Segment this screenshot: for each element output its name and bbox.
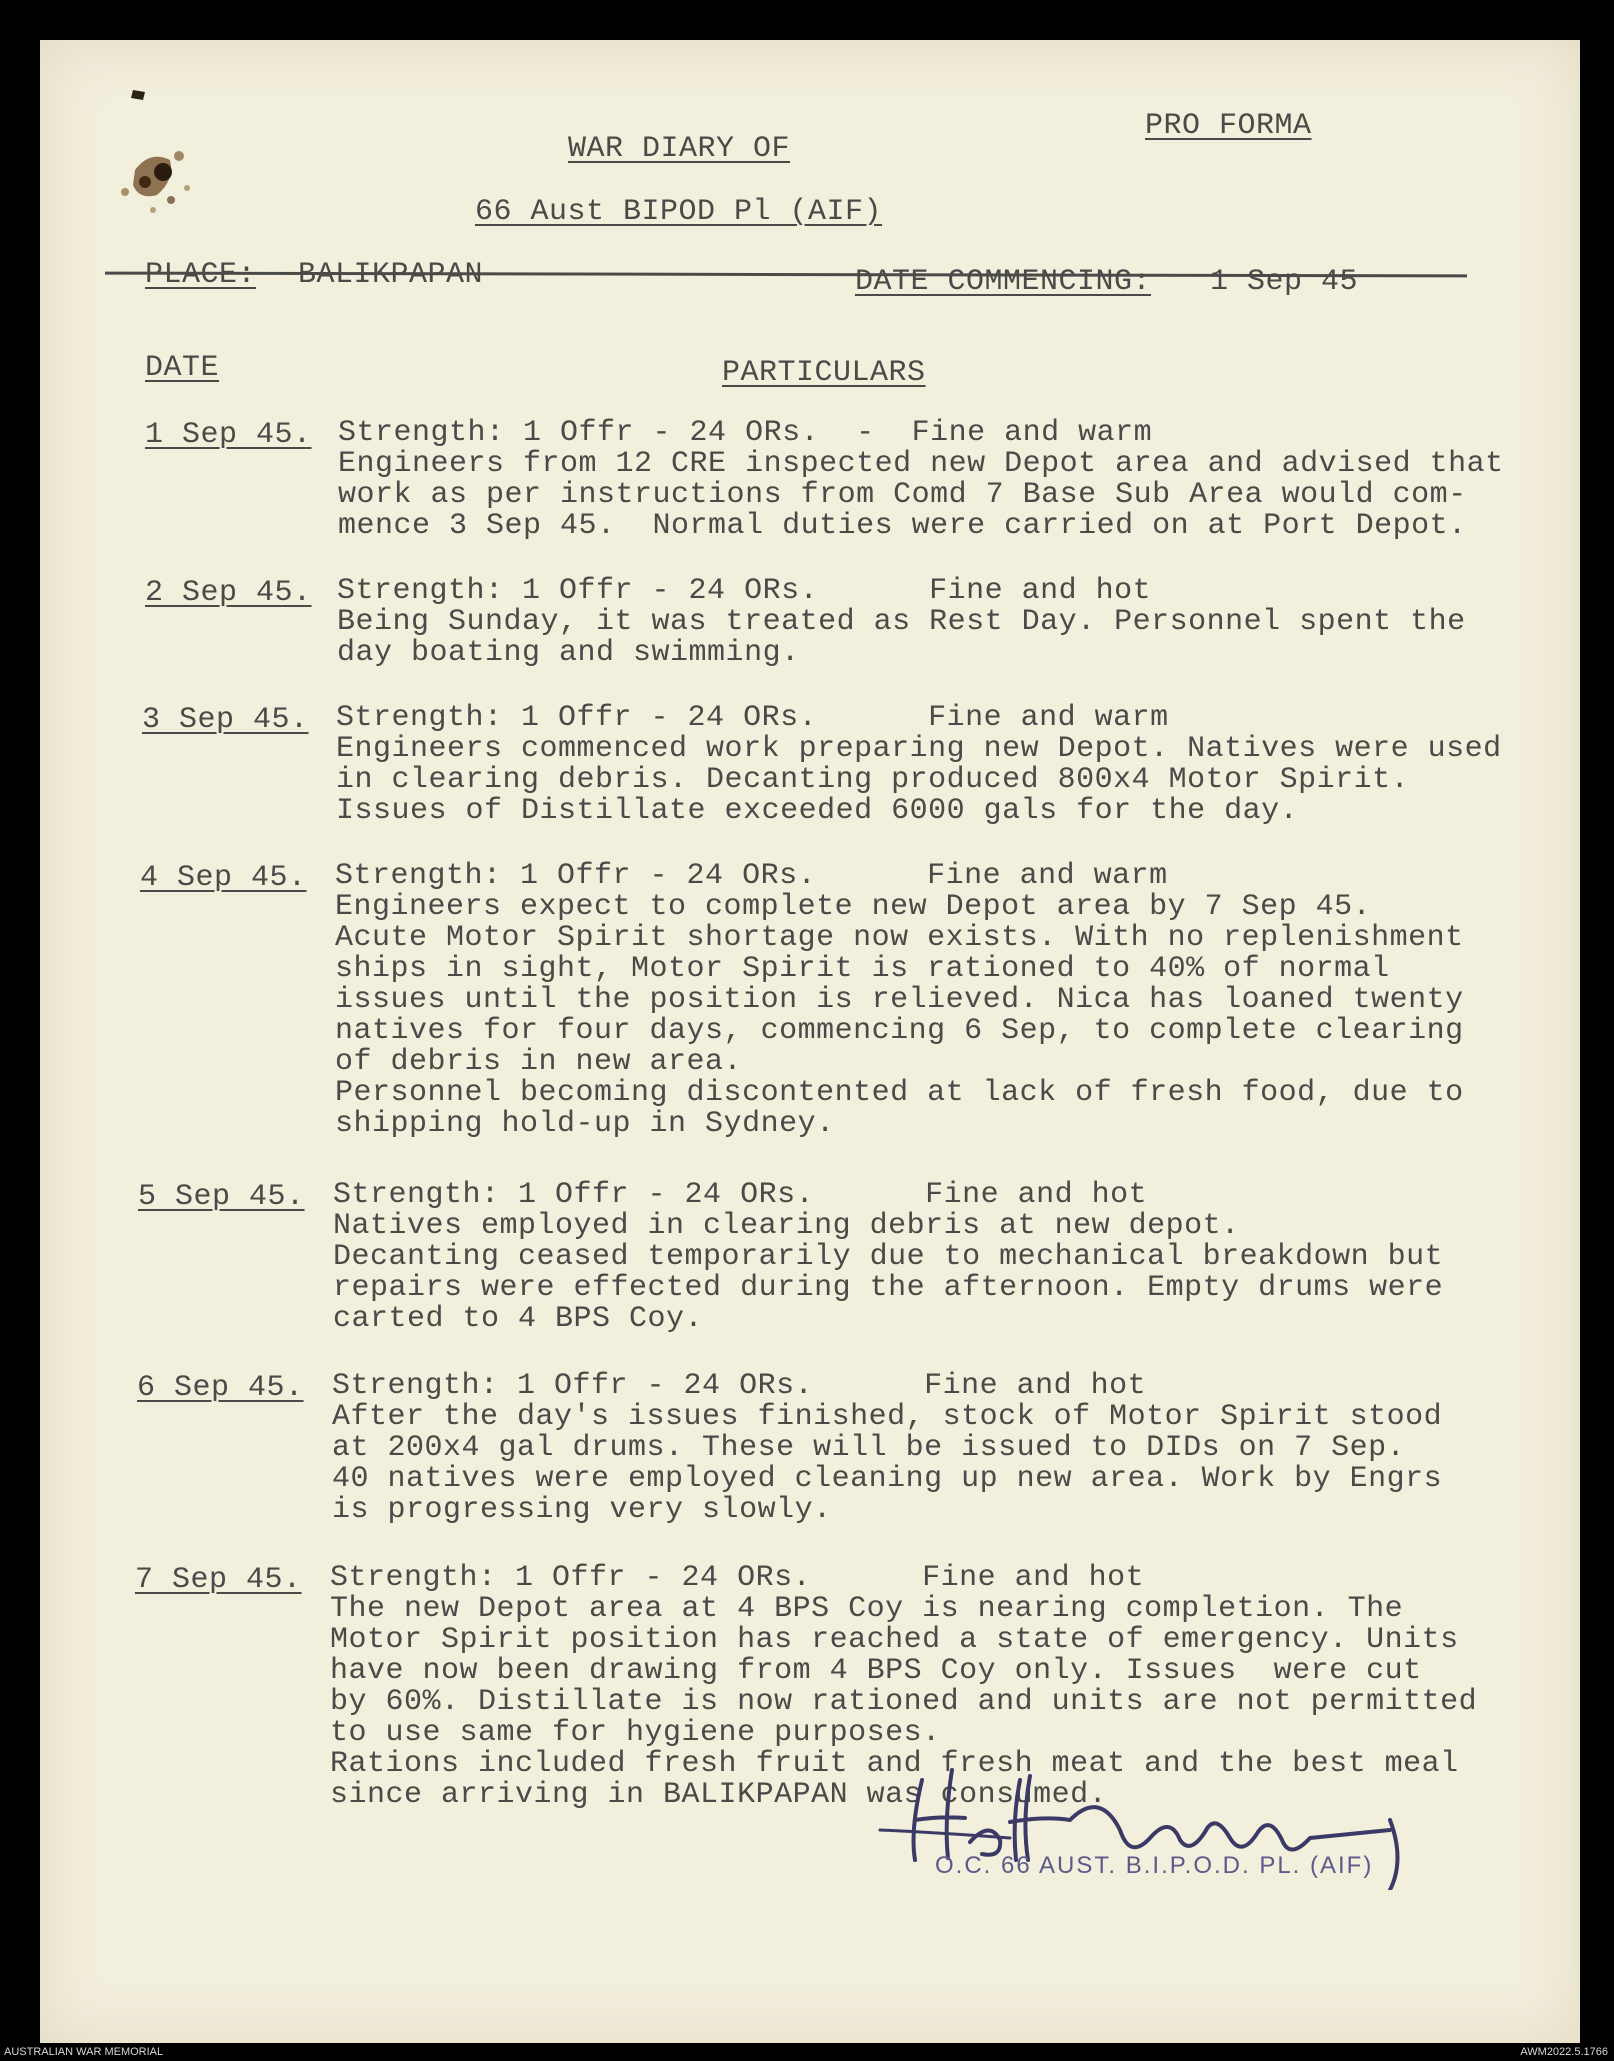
- footer-right: AWM2022.5.1766: [1520, 2046, 1608, 2058]
- entry-text-line: repairs were effected during the afternoon. Empty drums were: [333, 1271, 1444, 1305]
- entry-text-line: carted to 4 BPS Coy.: [333, 1302, 704, 1336]
- column-header-particulars: PARTICULARS: [722, 356, 926, 390]
- entry-text-line: Natives employed in clearing debris at new depot.: [333, 1209, 1240, 1243]
- entry-text-line: Issues of Distillate exceeded 6000 gals for the day.: [336, 794, 1299, 828]
- entry-date: 4 Sep 45.: [140, 861, 307, 895]
- date-commencing-value: 1 Sep 45: [1210, 265, 1359, 299]
- oc-stamp: O.C. 66 AUST. B.I.P.O.D. PL. (AIF): [935, 1852, 1374, 1879]
- entry-date: 3 Sep 45.: [142, 703, 309, 737]
- entry-date: 7 Sep 45.: [135, 1563, 302, 1597]
- entry-date: 6 Sep 45.: [137, 1371, 304, 1405]
- entry-body: [336, 703, 1502, 827]
- entry-text-line: The new Depot area at 4 BPS Coy is nearing completion. The: [330, 1592, 1404, 1626]
- entry-text-line: Personnel becoming discontented at lack of fresh food, due to: [335, 1076, 1464, 1110]
- entry-text-line: Being Sunday, it was treated as Rest Day. Personnel spent the: [337, 605, 1466, 639]
- entry-text-line: 40 natives were employed cleaning up new area. Work by Engrs: [332, 1462, 1443, 1496]
- place-label: PLACE:: [145, 258, 257, 292]
- strength-line: Strength: 1 Offr - 24 ORs. - Fine and warm: [338, 416, 1153, 450]
- strength-line: Strength: 1 Offr - 24 ORs. Fine and hot: [330, 1561, 1145, 1595]
- column-header-date: DATE: [145, 351, 220, 385]
- entry-text-line: ships in sight, Motor Spirit is rationed to 40% of normal: [335, 952, 1390, 986]
- entry-body: [337, 576, 1466, 669]
- entry-text-line: work as per instructions from Comd 7 Base Sub Area would com-: [338, 478, 1467, 512]
- strength-line: Strength: 1 Offr - 24 ORs. Fine and hot: [332, 1369, 1147, 1403]
- entry-date: 1 Sep 45.: [145, 418, 312, 452]
- entry-text-line: Acute Motor Spirit shortage now exists. With no replenishment: [335, 921, 1464, 955]
- entry-text-line: After the day's issues finished, stock of Motor Spirit stood: [332, 1400, 1443, 1434]
- entry-text-line: since arriving in BALIKPAPAN was consumed.: [330, 1778, 1108, 1812]
- entry-text-line: Engineers expect to complete new Depot area by 7 Sep 45.: [335, 890, 1372, 924]
- entry-date: 2 Sep 45.: [145, 576, 312, 610]
- strength-line: Strength: 1 Offr - 24 ORs. Fine and hot: [337, 574, 1152, 608]
- date-commencing-label: DATE COMMENCING:: [855, 265, 1152, 299]
- entry-body: [338, 418, 1504, 542]
- entry-date: 5 Sep 45.: [138, 1180, 305, 1214]
- entry-text-line: issues until the position is relieved. Nica has loaned twenty: [335, 983, 1464, 1017]
- stain-mark: [75, 60, 205, 220]
- entry-text-line: shipping hold-up in Sydney.: [335, 1107, 835, 1141]
- pro-forma-label: PRO FORMA: [1145, 109, 1312, 143]
- entry-text-line: to use same for hygiene purposes.: [330, 1716, 941, 1750]
- entry-text-line: at 200x4 gal drums. These will be issued to DIDs on 7 Sep.: [332, 1431, 1406, 1465]
- entry-text-line: day boating and swimming.: [337, 636, 800, 670]
- entry-text-line: of debris in new area.: [335, 1045, 743, 1079]
- entry-text-line: Motor Spirit position has reached a state of emergency. Units: [330, 1623, 1459, 1657]
- entry-text-line: Engineers commenced work preparing new Depot. Natives were used: [336, 732, 1502, 766]
- entry-body: [333, 1180, 1443, 1335]
- entry-text-line: by 60%. Distillate is now rationed and units are not permitted: [330, 1685, 1478, 1719]
- entry-text-line: in clearing debris. Decanting produced 800x4 Motor Spirit.: [336, 763, 1410, 797]
- strength-line: Strength: 1 Offr - 24 ORs. Fine and hot: [333, 1178, 1148, 1212]
- entry-text-line: Engineers from 12 CRE inspected new Depot area and advised that: [338, 447, 1504, 481]
- entry-text-line: natives for four days, commencing 6 Sep, to complete clearing: [335, 1014, 1464, 1048]
- strength-line: Strength: 1 Offr - 24 ORs. Fine and warm: [335, 859, 1168, 893]
- entry-body: [335, 861, 1464, 1140]
- entry-body: [332, 1371, 1442, 1526]
- entry-text-line: Rations included fresh fruit and fresh meat and the best meal: [330, 1747, 1459, 1781]
- footer-left: AUSTRALIAN WAR MEMORIAL: [4, 2046, 164, 2058]
- unit-name: 66 Aust BIPOD Pl (AIF): [475, 195, 883, 229]
- footer-bar: [0, 2043, 1614, 2061]
- place-value: BALIKPAPAN: [298, 258, 484, 292]
- entry-text-line: Decanting ceased temporarily due to mechanical breakdown but: [333, 1240, 1444, 1274]
- entry-text-line: mence 3 Sep 45. Normal duties were carried on at Port Depot.: [338, 509, 1467, 543]
- strength-line: Strength: 1 Offr - 24 ORs. Fine and warm: [336, 701, 1169, 735]
- entry-text-line: have now been drawing from 4 BPS Coy only. Issues were cut: [330, 1654, 1422, 1688]
- entry-text-line: is progressing very slowly.: [332, 1493, 832, 1527]
- diary-title: WAR DIARY OF: [568, 132, 791, 166]
